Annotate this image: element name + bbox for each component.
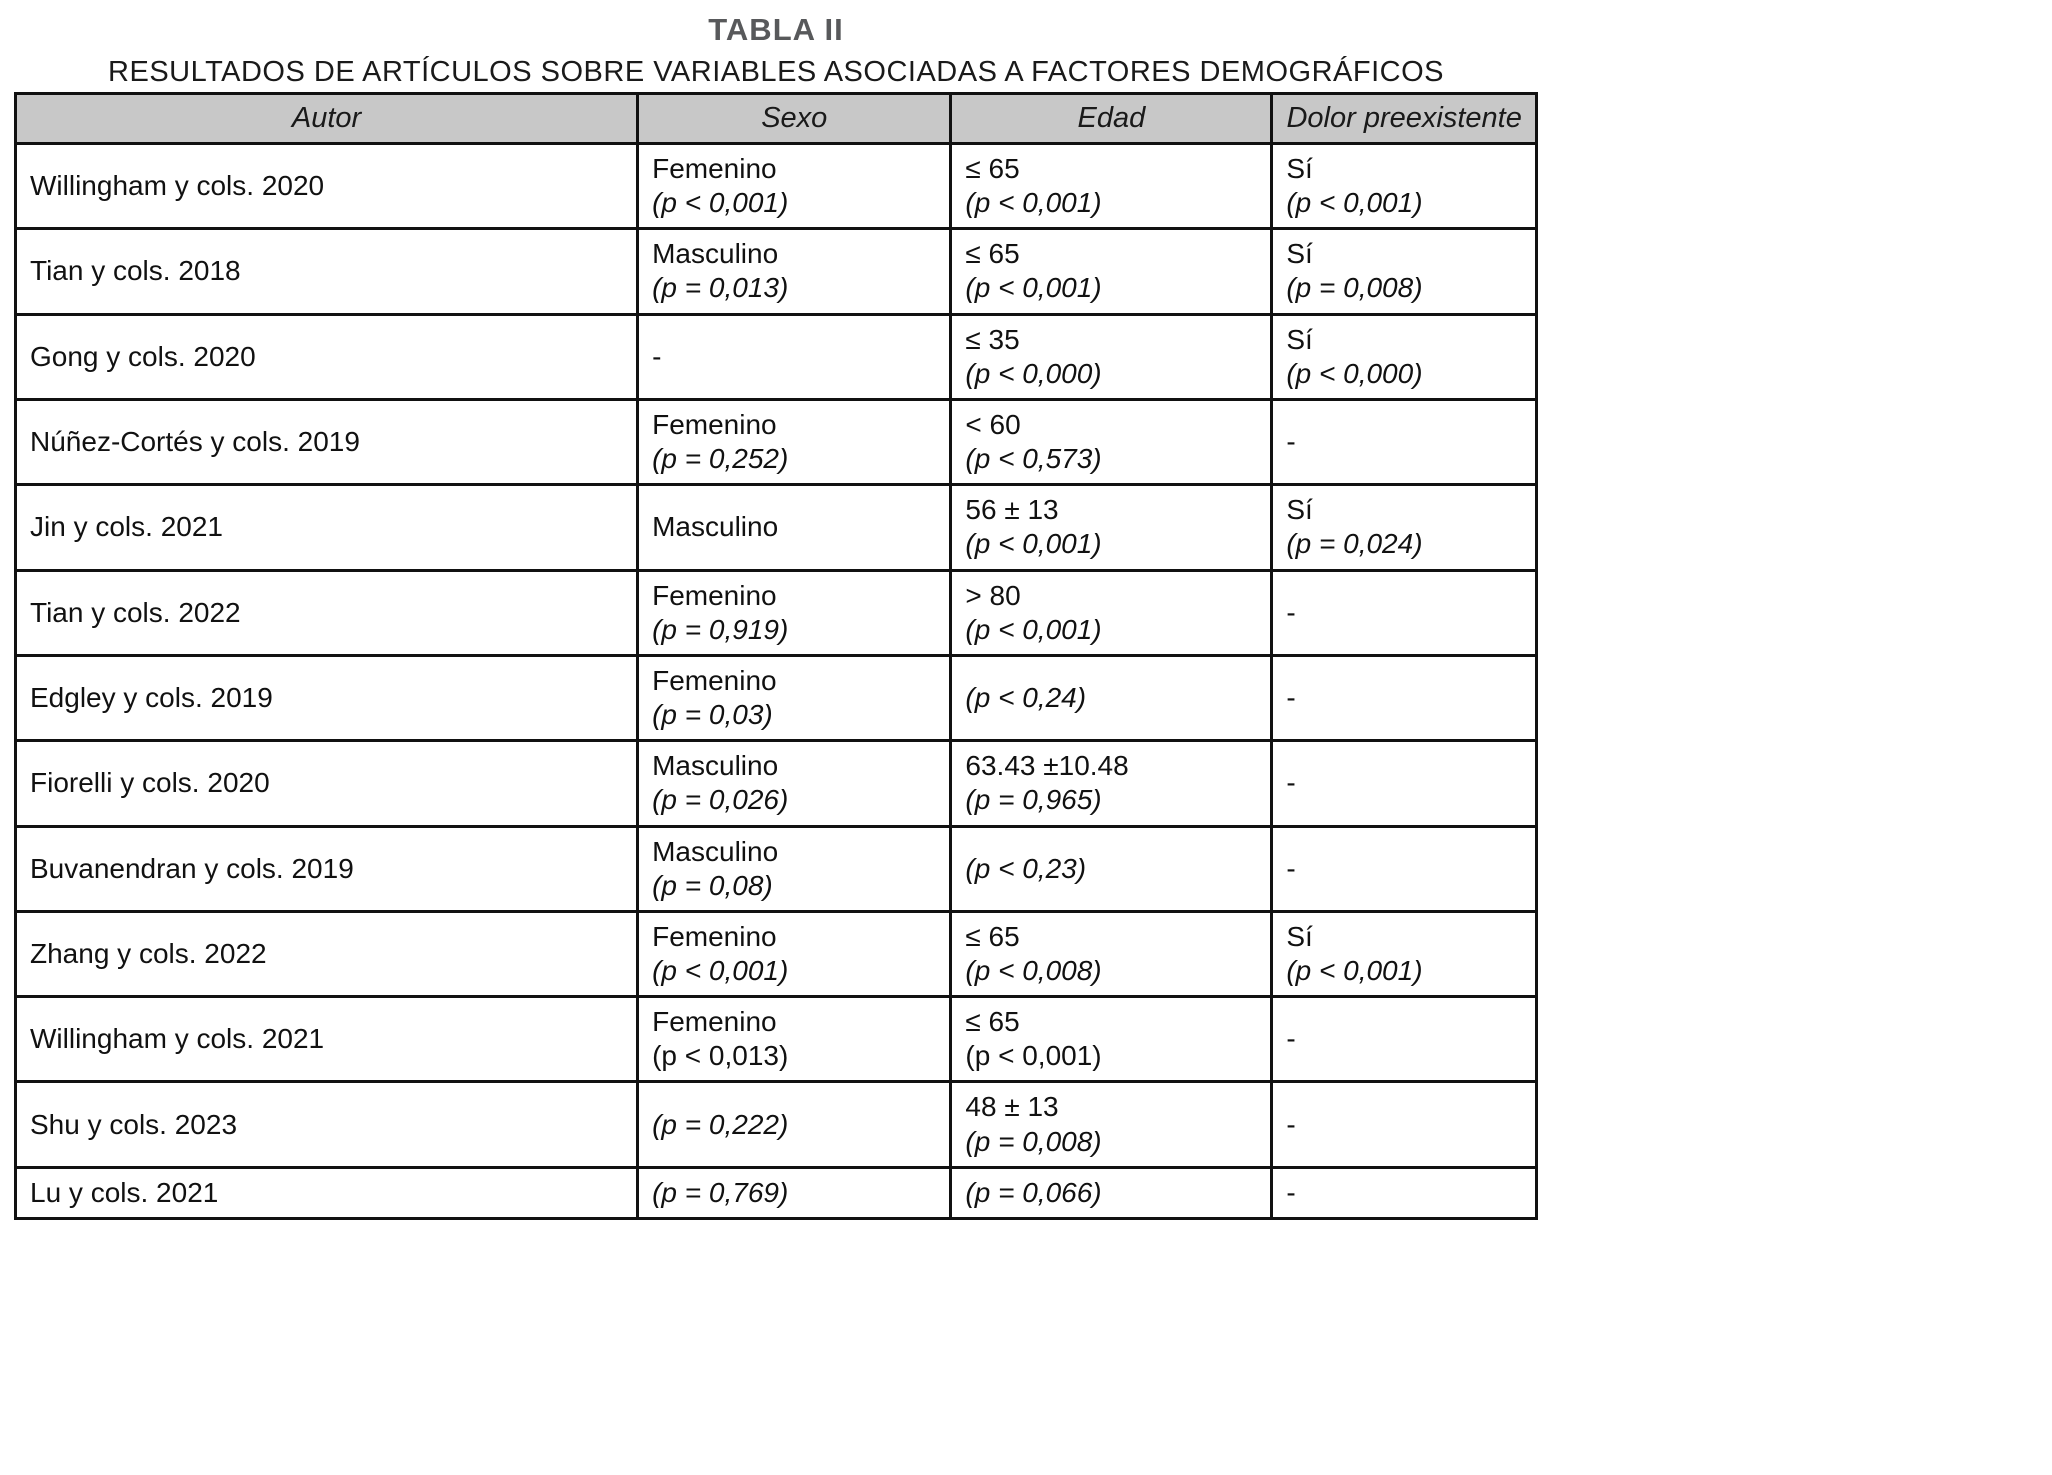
cell-text: > 80 <box>965 579 1021 611</box>
cell-text: (p < 0,001) <box>965 1040 1102 1072</box>
cell-text: - <box>1286 767 1296 799</box>
p-value-text: (p < 0,001) <box>652 187 789 219</box>
cell-text: Femenino <box>652 920 777 952</box>
table-row <box>16 314 1537 399</box>
cell-dolor <box>1272 911 1537 996</box>
cell-edad <box>951 314 1272 399</box>
p-value-text: (p = 0,769) <box>652 1176 789 1208</box>
cell-sexo <box>638 570 951 655</box>
cell-text: Jin y cols. 2021 <box>30 511 223 543</box>
cell-text: - <box>1286 1023 1296 1055</box>
cell-edad <box>951 485 1272 570</box>
table-row <box>16 911 1537 996</box>
cell-edad <box>951 997 1272 1082</box>
cell-text: Masculino <box>652 238 779 270</box>
p-value-text: (p < 0,23) <box>965 852 1087 884</box>
cell-autor <box>16 826 638 911</box>
cell-autor <box>16 229 638 314</box>
p-value-text: (p < 0,001) <box>965 272 1102 304</box>
cell-text: Femenino <box>652 1006 777 1038</box>
table-row <box>16 997 1537 1082</box>
cell-sexo <box>638 144 951 229</box>
cell-text: Masculino <box>652 511 779 543</box>
p-value-text: (p = 0,03) <box>652 699 773 731</box>
cell-sexo <box>638 826 951 911</box>
cell-autor <box>16 741 638 826</box>
table-row <box>16 144 1537 229</box>
cell-text: Lu y cols. 2021 <box>30 1176 219 1208</box>
cell-sexo <box>638 655 951 740</box>
p-value-text: (p < 0,001) <box>1286 954 1423 986</box>
table-row <box>16 741 1537 826</box>
cell-text: Sí <box>1286 920 1313 952</box>
cell-text: Sí <box>1286 238 1313 270</box>
cell-text: Edgley y cols. 2019 <box>30 681 273 713</box>
cell-text: Femenino <box>652 664 777 696</box>
col-header-edad: Edad <box>951 94 1272 144</box>
table-row <box>16 1082 1537 1167</box>
table-row <box>16 1167 1537 1218</box>
cell-dolor <box>1272 399 1537 484</box>
table-body <box>16 144 1537 1219</box>
cell-autor <box>16 570 638 655</box>
p-value-text: (p < 0,001) <box>965 613 1102 645</box>
table-header <box>16 94 1537 144</box>
cell-text: Tian y cols. 2022 <box>30 596 241 628</box>
table-row <box>16 826 1537 911</box>
p-value-text: (p = 0,08) <box>652 869 773 901</box>
col-header-dolor-preexistente: Dolor preexistente <box>1272 94 1537 144</box>
p-value-text: (p < 0,008) <box>965 954 1102 986</box>
cell-text: ≤ 65 <box>965 238 1020 270</box>
cell-edad <box>951 229 1272 314</box>
table-row <box>16 399 1537 484</box>
table-row <box>16 229 1537 314</box>
cell-dolor <box>1272 741 1537 826</box>
p-value-text: (p < 0,001) <box>965 187 1102 219</box>
cell-edad <box>951 1082 1272 1167</box>
col-header-sexo: Sexo <box>638 94 951 144</box>
table-row <box>16 570 1537 655</box>
table-row <box>16 655 1537 740</box>
header-row <box>16 94 1537 144</box>
cell-text: Willingham y cols. 2021 <box>30 1023 325 1055</box>
cell-text: Femenino <box>652 153 777 184</box>
p-value-text: (p = 0,066) <box>965 1176 1102 1208</box>
p-value-text: (p < 0,001) <box>1286 187 1423 219</box>
cell-autor <box>16 144 638 229</box>
cell-autor <box>16 655 638 740</box>
cell-text: Gong y cols. 2020 <box>30 340 256 372</box>
cell-edad <box>951 911 1272 996</box>
p-value-text: (p = 0,965) <box>965 784 1102 816</box>
cell-autor <box>16 1167 638 1218</box>
cell-text: Shu y cols. 2023 <box>30 1108 238 1140</box>
cell-text: Sí <box>1286 323 1313 355</box>
p-value-text: (p < 0,24) <box>965 681 1087 713</box>
cell-dolor <box>1272 1082 1537 1167</box>
cell-edad <box>951 826 1272 911</box>
cell-edad <box>951 1167 1272 1218</box>
cell-dolor <box>1272 826 1537 911</box>
cell-text: - <box>1286 1108 1296 1140</box>
cell-dolor <box>1272 997 1537 1082</box>
cell-sexo <box>638 741 951 826</box>
table-title: TABLA II <box>708 12 844 47</box>
cell-text: Buvanendran y cols. 2019 <box>30 852 354 884</box>
cell-text: Tian y cols. 2018 <box>30 255 241 287</box>
p-value-text: (p < 0,001) <box>652 954 789 986</box>
cell-text: (p < 0,013) <box>652 1040 789 1072</box>
cell-text: Zhang y cols. 2022 <box>30 937 267 969</box>
cell-edad <box>951 570 1272 655</box>
cell-edad <box>951 741 1272 826</box>
cell-text: - <box>1286 852 1296 884</box>
cell-sexo <box>638 229 951 314</box>
cell-text: Masculino <box>652 835 779 867</box>
demographics-results-table <box>14 92 1538 1220</box>
cell-sexo <box>638 485 951 570</box>
table-row <box>16 485 1537 570</box>
cell-sexo <box>638 399 951 484</box>
cell-text: - <box>1286 681 1296 713</box>
p-value-text: (p = 0,008) <box>965 1125 1102 1157</box>
table-subtitle: RESULTADOS DE ARTÍCULOS SOBRE VARIABLES ASOCIADAS A FACTORES DEMOGRÁFICOS <box>108 56 1444 88</box>
cell-text: - <box>1286 1176 1296 1208</box>
cell-text: ≤ 65 <box>965 153 1020 184</box>
cell-text: Masculino <box>652 750 779 782</box>
cell-sexo <box>638 314 951 399</box>
cell-autor <box>16 997 638 1082</box>
cell-dolor <box>1272 570 1537 655</box>
p-value-text: (p < 0,573) <box>965 443 1102 475</box>
cell-text: Sí <box>1286 153 1313 184</box>
cell-text: 48 ± 13 <box>965 1091 1059 1123</box>
cell-autor <box>16 1082 638 1167</box>
cell-text: ≤ 65 <box>965 1006 1020 1038</box>
col-header-autor: Autor <box>16 94 638 144</box>
cell-dolor <box>1272 485 1537 570</box>
cell-text: Willingham y cols. 2020 <box>30 170 325 202</box>
cell-edad <box>951 399 1272 484</box>
cell-text: Femenino <box>652 408 777 440</box>
p-value-text: (p < 0,000) <box>965 357 1102 389</box>
cell-sexo <box>638 1082 951 1167</box>
cell-autor <box>16 911 638 996</box>
cell-text: - <box>1286 596 1296 628</box>
cell-text: Femenino <box>652 579 777 611</box>
p-value-text: (p < 0,000) <box>1286 357 1423 389</box>
cell-autor <box>16 314 638 399</box>
cell-sexo <box>638 997 951 1082</box>
cell-dolor <box>1272 1167 1537 1218</box>
cell-dolor <box>1272 144 1537 229</box>
cell-text: ≤ 65 <box>965 920 1020 952</box>
cell-sexo <box>638 911 951 996</box>
p-value-text: (p = 0,919) <box>652 613 789 645</box>
cell-text: 56 ± 13 <box>965 494 1059 526</box>
p-value-text: (p = 0,024) <box>1286 528 1423 560</box>
cell-autor <box>16 399 638 484</box>
cell-text: Sí <box>1286 494 1313 526</box>
cell-sexo <box>638 1167 951 1218</box>
p-value-text: (p = 0,026) <box>652 784 789 816</box>
cell-dolor <box>1272 655 1537 740</box>
p-value-text: (p = 0,013) <box>652 272 789 304</box>
p-value-text: (p < 0,001) <box>965 528 1102 560</box>
p-value-text: (p = 0,252) <box>652 443 789 475</box>
cell-text: Núñez-Cortés y cols. 2019 <box>30 426 360 458</box>
cell-text: 63.43 ±10.48 <box>965 750 1129 782</box>
cell-dolor <box>1272 314 1537 399</box>
cell-dolor <box>1272 229 1537 314</box>
cell-text: - <box>1286 426 1296 458</box>
cell-text: ≤ 35 <box>965 323 1020 355</box>
cell-autor <box>16 485 638 570</box>
table-caption <box>14 12 1538 89</box>
p-value-text: (p = 0,222) <box>652 1108 789 1140</box>
cell-text: Fiorelli y cols. 2020 <box>30 767 270 799</box>
cell-text: < 60 <box>965 408 1021 440</box>
cell-text: - <box>652 340 662 372</box>
p-value-text: (p = 0,008) <box>1286 272 1423 304</box>
cell-edad <box>951 655 1272 740</box>
cell-edad <box>951 144 1272 229</box>
